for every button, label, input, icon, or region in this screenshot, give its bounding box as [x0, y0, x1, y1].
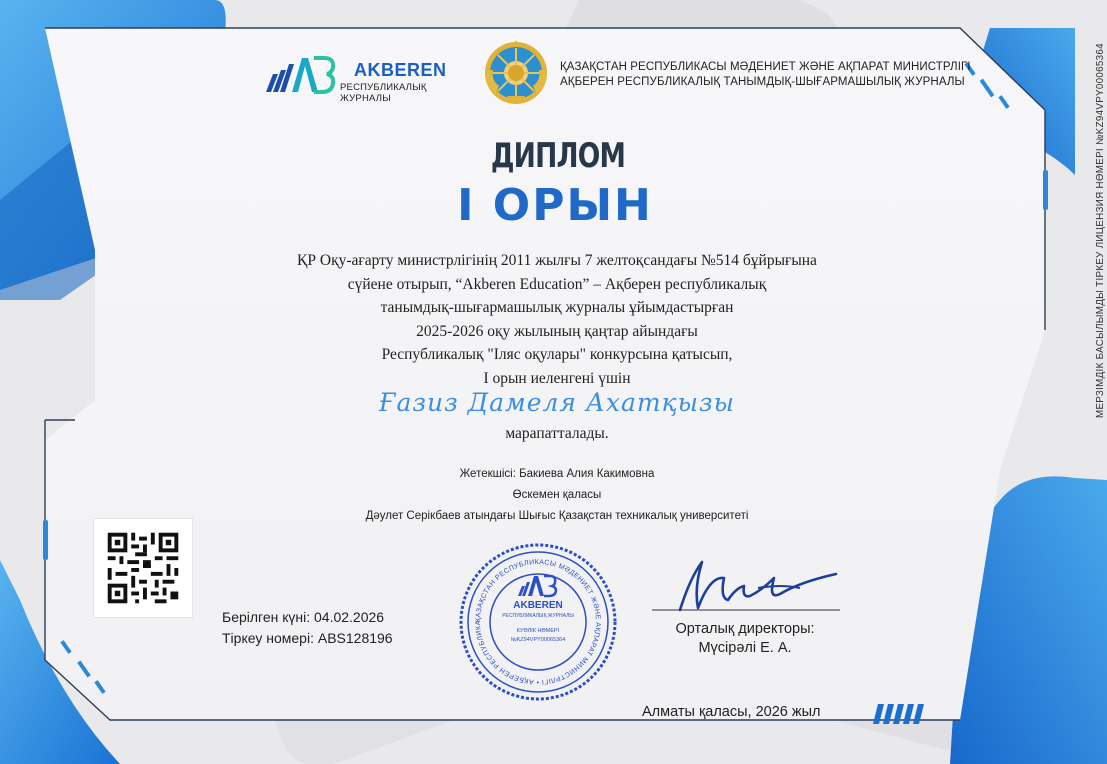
logo-subtitle: РЕСПУБЛИКАЛЫҚ ЖУРНАЛЫ — [340, 82, 427, 104]
license-vertical — [1081, 8, 1106, 418]
official-stamp — [458, 542, 618, 702]
issue-info — [222, 607, 393, 649]
recipient-name: Ғазиз Дамеля Ахатқызы — [378, 388, 736, 417]
stamp-logo-sub: РЕСПУБЛИКАЛЫҚ ЖУРНАЛЫ — [502, 613, 574, 619]
stamp-logo-name: AKBEREN — [513, 600, 563, 611]
diploma-title: ДИПЛОМ — [490, 136, 626, 176]
director-name: Мүсірәлі Е. А. — [698, 640, 792, 656]
place-date: Алматы қаласы, 2026 жыл — [642, 704, 821, 720]
body-line: І орын иеленгені үшін — [483, 369, 631, 387]
supervisor-block — [177, 464, 937, 527]
stamp-ring-text: ҚАЗАҚСТАН РЕСПУБЛИКАСЫ МӘДЕНИЕТ ЖӘНЕ АҚПАРАТ МИНИСТРЛІГІ • АҚБЕРЕН РЕСПУБЛИКА — [474, 558, 602, 686]
body-line: 2025-2026 оқу жылының қаңтар айындағы — [416, 322, 698, 340]
ministry-line-2: АҚБЕРЕН РЕСПУБЛИКАЛЫҚ ТАНЫМДЫҚ-ШЫҒАРМАШЫЛЫҚ ЖУРНАЛЫ — [560, 76, 965, 88]
director-block — [650, 620, 840, 658]
body-line: Республикалық "Іляс оқулары" конкурсына қатысып, — [381, 346, 733, 363]
license-text: МЕРЗІМДІК БАСЫЛЫМДЫ ТІРКЕУ ЛИЦЕНЗИЯ НӨМЕРІ №KZ94VPY00065364 — [1095, 43, 1106, 418]
stamp-icon — [458, 542, 618, 702]
supervisor: Жетекшісі: Бакиева Алия Какимовна — [459, 468, 655, 480]
stamp-cert-label: КУӘЛІК НӨМЕРІ — [516, 628, 560, 634]
registration-number: Тіркеу номері: ABS128196 — [222, 630, 393, 646]
akberen-logo — [264, 52, 474, 104]
director-signature — [650, 548, 850, 618]
qr-code — [93, 518, 193, 618]
body-line: сүйене отырып, “Akberen Education” – Ақберен республикалық — [347, 275, 767, 293]
akberen-logo-icon — [264, 52, 336, 98]
ministry-header — [560, 60, 971, 90]
university: Дәулет Серікбаев атындағы Шығыс Қазақстан техникалық университеті — [365, 510, 749, 522]
qr-code-icon — [94, 519, 192, 617]
awarded-text: марапатталады. — [505, 425, 609, 442]
stamp-cert-number: №KZ94VPY00065364 — [510, 637, 566, 643]
signature-icon — [650, 548, 850, 618]
issue-date: Берілген күні: 04.02.2026 — [222, 609, 385, 625]
body-line: танымдық-шығармашылық журналы ұйымдастырған — [380, 299, 734, 316]
place-heading: І ОРЫН — [457, 180, 653, 231]
director-title: Орталық директоры: — [675, 621, 815, 637]
city-line: Өскемен қаласы — [512, 489, 602, 501]
diploma-body — [177, 249, 937, 390]
kazakhstan-emblem — [483, 40, 549, 106]
ministry-line-1: ҚАЗАҚСТАН РЕСПУБЛИКАСЫ МӘДЕНИЕТ ЖӘНЕ АҚПАРАТ МИНИСТРЛІГІ — [560, 61, 971, 73]
body-line: ҚР Оқу-ағарту министрлігінің 2011 жылғы 7 желтоқсандағы №514 бұйрығына — [297, 252, 817, 269]
emblem-icon — [483, 40, 549, 106]
logo-name: AKBEREN — [354, 60, 447, 80]
